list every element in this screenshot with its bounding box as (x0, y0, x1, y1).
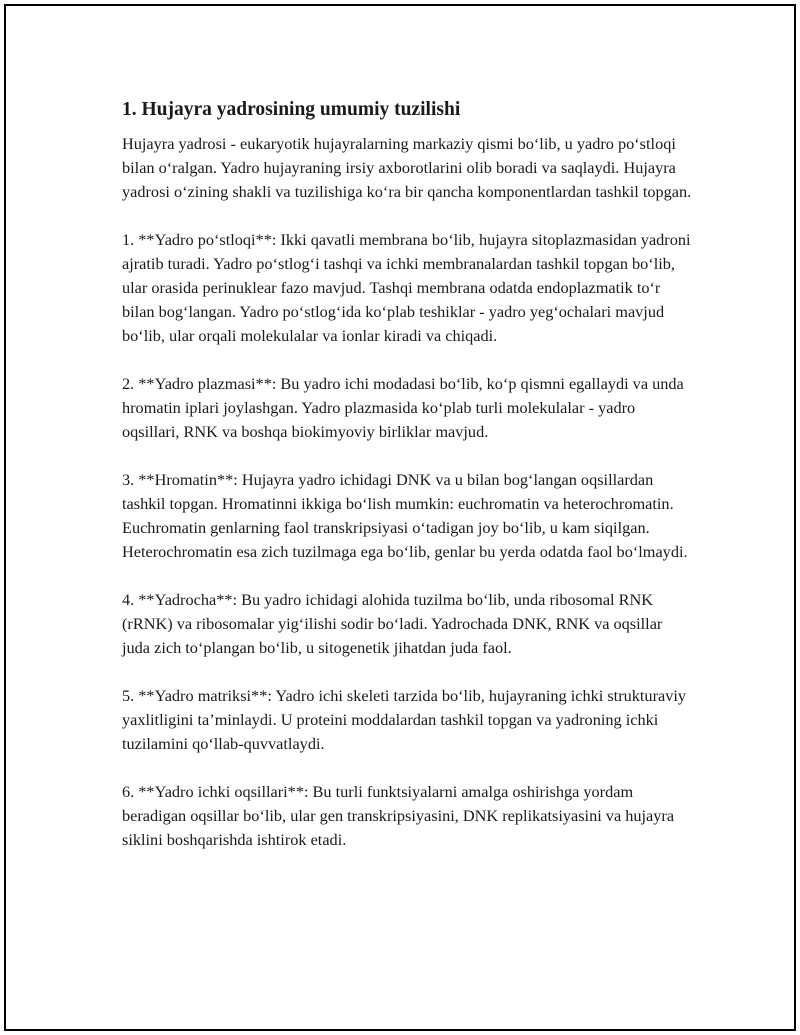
document-body (122, 98, 692, 876)
paragraph-chromatin: 3. **Hromatin**: Hujayra yadro ichidagi DNK va u bilan bogʻlangan oqsillardan tashkil topgan. Hromatinni ikkiga boʻlish mumkin: euchromatin va heterochromatin. Euchromatin genlarning faol transkripsiyasi oʻtadigan joy boʻlib, u kam siqilgan. Heterochromatin esa zich tuzilmaga ega boʻlib, genlar bu yerda odatda faol boʻlmaydi. (122, 470, 688, 561)
document-title: 1. Hujayra yadrosining umumiy tuzilishi (122, 99, 461, 120)
paragraph-nuclear-envelope: 1. **Yadro poʻstloqi**: Ikki qavatli membrana boʻlib, hujayra sitoplazmasidan yadroni ajratib turadi. Yadro poʻstlogʻi tashqi va ichki membranalardan tashkil topgan boʻlib, ular orasida perinuklear fazo mavjud. Tashqi membrana odatda endoplazmatik toʻr bilan bogʻlangan. Yadro poʻstlogʻida koʻplab teshiklar - yadro yegʻochalari mavjud boʻlib, ular orqali molekulalar va ionlar kiradi va chiqadi. (122, 230, 691, 345)
paragraph-nucleoplasm: 2. **Yadro plazmasi**: Bu yadro ichi modadasi boʻlib, koʻp qismni egallaydi va unda hromatin iplari joylashgan. Yadro plazmasida koʻplab turli molekulalar - yadro oqsillari, RNK va boshqa biokimyoviy birliklar mavjud. (122, 374, 684, 441)
intro-paragraph: Hujayra yadrosi - eukaryotik hujayralarning markaziy qismi boʻlib, u yadro poʻstloqi bilan oʻralgan. Yadro hujayraning irsiy axborotlarini olib boradi va saqlaydi. Hujayra yadrosi oʻzining shakli va tuzilishiga koʻra bir qancha komponentlardan tashkil topgan. (122, 134, 692, 201)
paragraph-nucleolus: 4. **Yadrocha**: Bu yadro ichidagi alohida tuzilma boʻlib, unda ribosomal RNK (rRNK) va ribosomalar yigʻilishi sodir boʻladi. Yadrochada DNK, RNK va oqsillar juda zich toʻplangan boʻlib, u sitogenetik jihatdan juda faol. (122, 590, 663, 657)
page-frame (4, 4, 796, 1031)
paragraph-nuclear-matrix: 5. **Yadro matriksi**: Yadro ichi skeleti tarzida boʻlib, hujayraning ichki strukturaviy yaxlitligini taʼminlaydi. U proteini moddalardan tashkil topgan va yadroning ichki tuzilamini qoʻllab-quvvatlaydi. (122, 686, 687, 753)
paragraph-nuclear-proteins: 6. **Yadro ichki oqsillari**: Bu turli funktsiyalarni amalga oshirishga yordam beradigan oqsillar boʻlib, ular gen transkripsiyasini, DNK replikatsiyasini va hujayra siklini boshqarishda ishtirok etadi. (122, 782, 675, 849)
